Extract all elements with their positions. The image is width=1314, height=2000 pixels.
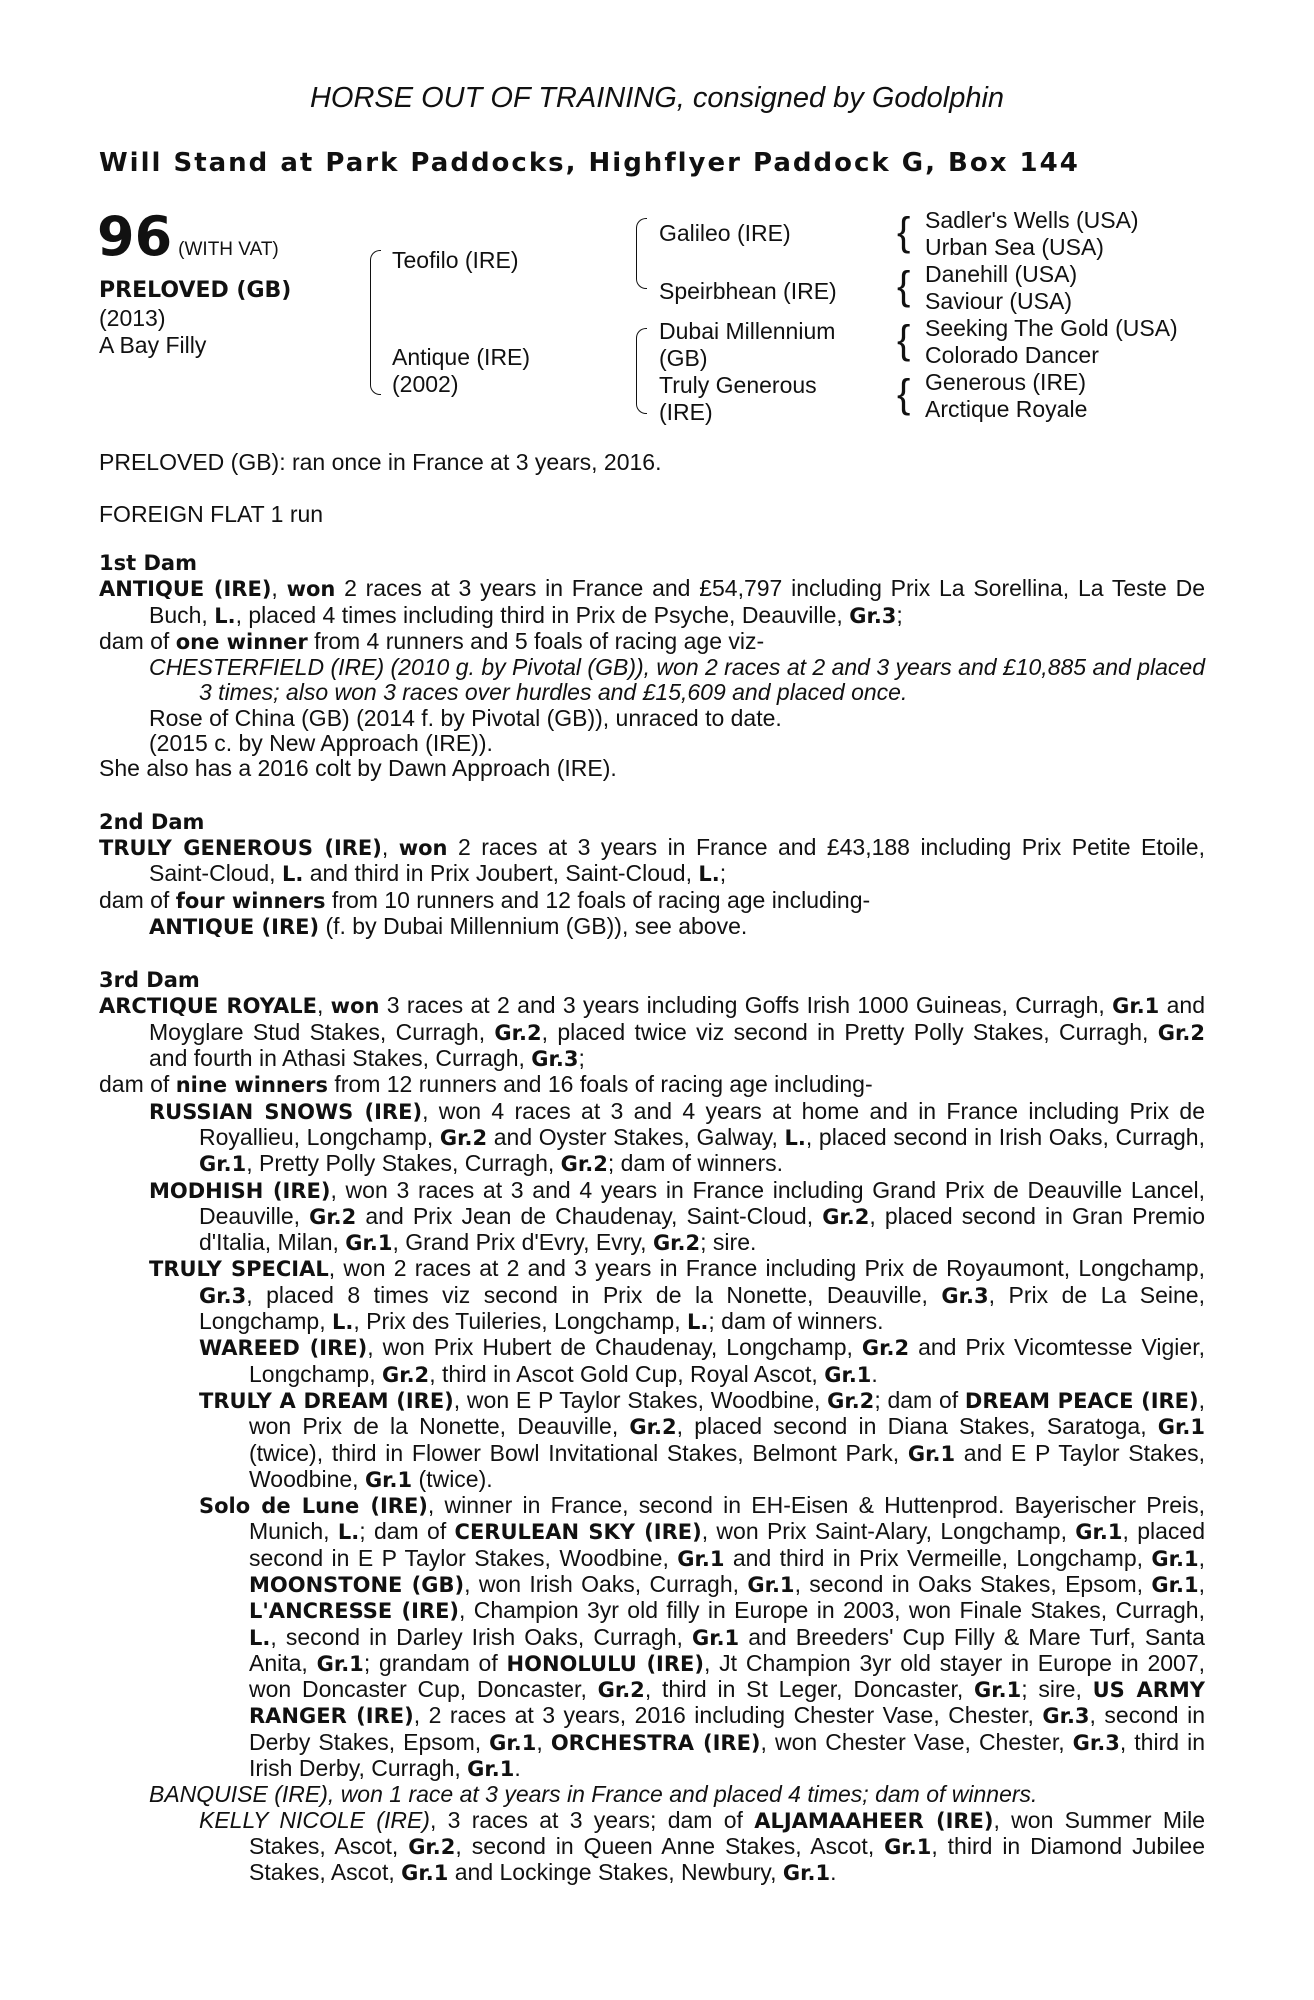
produce-entry: BANQUISE (IRE), won 1 race at 3 years in France and placed 4 times; dam of winners. [149, 1781, 1038, 1808]
produce-entry: ANTIQUE (IRE) (f. by Dubai Millennium (GB)), see above. [149, 912, 748, 939]
first-dam-heading: 1st Dam [99, 551, 197, 575]
pedigree-dam-sire-country: (GB) [659, 345, 708, 371]
produce-entry: MODHISH (IRE), won 3 races at 3 and 4 years in France including Grand Prix de Deauville Lancel, Deauville, Gr.2 and Prix Jean de Chaudenay, Saint-Cloud, Gr.2, placed second in Gran Premio d'Italia, Milan, Gr.1, Grand Prix d'Evry, Evry, Gr.2; sire. [149, 1176, 1206, 1256]
second-dam-record: TRULY GENEROUS (IRE), won 2 races at 3 years in France and £43,188 including Prix Petite Etoile, Saint-Cloud, L. and third in Prix Joubert, Saint-Cloud, L.; [99, 833, 1205, 887]
pedigree-brace: { [897, 372, 911, 416]
race-record: PRELOVED (GB): ran once in France at 3 years, 2016. [99, 449, 662, 475]
produce-entry: Solo de Lune (IRE), winner in France, second in EH-Eisen & Huttenprod. Bayerischer Preis, Munich, L.; dam of CERULEAN SKY (IRE), won Prix Saint-Alary, Longchamp, Gr.1, placed second in E P Taylor Stakes, Woodbine, Gr.1 and third in Prix Vermeille, Longchamp, Gr.1, MOONSTONE (GB), won Irish Oaks, Curragh, Gr.1, second in Oaks Stakes, Epsom, Gr.1, L'ANCRESSE (IRE), Champion 3yr old filly in Europe in 2003, won Finale Stakes, Curragh, L., second in Darley Irish Oaks, Curragh, Gr.1 and Breeders' Cup Filly & Mare Turf, Santa Anita, Gr.1; grandam of HONOLULU (IRE), Jt Champion 3yr old stayer in Europe in 2007, won Doncaster Cup, Doncaster, Gr.2, third in St Leger, Doncaster, Gr.1; sire, US ARMY RANGER (IRE), 2 races at 3 years, 2016 including Chester Vase, Chester, Gr.3, second in Derby Stakes, Epsom, Gr.1, ORCHESTRA (IRE), won Chester Vase, Chester, Gr.3, third in Irish Derby, Curragh, Gr.1. [199, 1492, 1206, 1782]
pedigree-gen3: Sadler's Wells (USA) [925, 207, 1139, 233]
produce-entry: CHESTERFIELD (IRE) (2010 g. by Pivotal (GB)), won 2 races at 2 and 3 years and £10,885 and placed 3 times; also won 3 races over hurdles and £15,609 and placed once. [149, 654, 1205, 706]
pedigree-gen3: Seeking The Gold (USA) [925, 315, 1178, 341]
pedigree-sire: Teofilo (IRE) [392, 247, 519, 273]
produce-entry: (2015 c. by New Approach (IRE)). [149, 730, 493, 757]
foreign-flat-record: FOREIGN FLAT 1 run [99, 501, 324, 527]
lot-number: 96 [97, 205, 173, 268]
pedigree-brace: { [897, 210, 911, 254]
produce-entry: WAREED (IRE), won Prix Hubert de Chaudenay, Longchamp, Gr.2 and Prix Vicomtesse Vigier, Longchamp, Gr.2, third in Ascot Gold Cup, Royal Ascot, Gr.1. [199, 1334, 1205, 1387]
third-dam-record: ARCTIQUE ROYALE, won 3 races at 2 and 3 years including Goffs Irish 1000 Guineas, Curragh, Gr.1 and Moyglare Stud Stakes, Curragh, Gr.2, placed twice viz second in Pretty Polly Stakes, Curragh, Gr.2 and fourth in Athasi Stakes, Curragh, Gr.3; [99, 992, 1206, 1072]
pedigree-brace: { [897, 318, 911, 362]
pedigree-gen3: Generous (IRE) [925, 369, 1087, 395]
pedigree-dam: Antique (IRE) [392, 344, 531, 370]
vat-note: (WITH VAT) [178, 239, 279, 260]
pedigree-sire-sire: Galileo (IRE) [659, 220, 791, 246]
produce-entry: Rose of China (GB) (2014 f. by Pivotal (GB)), unraced to date. [149, 704, 782, 731]
lot-number-block [97, 205, 279, 268]
pedigree-dam-dam: Truly Generous [659, 372, 817, 398]
pedigree-brace [636, 328, 647, 372]
produce-entry: She also has a 2016 colt by Dawn Approach (IRE). [99, 755, 617, 782]
first-dam-produce-summary: dam of one winner from 4 runners and 5 foals of racing age viz- [99, 627, 765, 654]
pedigree-gen3: Danehill (USA) [925, 261, 1078, 287]
pedigree-dam-dam-country: (IRE) [659, 399, 713, 425]
produce-entry: RUSSIAN SNOWS (IRE), won 4 races at 3 and 4 years at home and in France including Prix de Royallieu, Longchamp, Gr.2 and Oyster Stakes, Galway, L., placed second in Irish Oaks, Curragh, Gr.1, Pretty Polly Stakes, Curragh, Gr.2; dam of winners. [149, 1097, 1206, 1177]
first-dam-record: ANTIQUE (IRE), won 2 races at 3 years in France and £54,797 including Prix La Sorellina, La Teste De Buch, L., placed 4 times including third in Prix de Psyche, Deauville, Gr.3; [99, 575, 1205, 628]
page-title: HORSE OUT OF TRAINING, consigned by Godolphin [309, 82, 1005, 114]
third-dam-heading: 3rd Dam [99, 968, 200, 993]
pedigree-gen3: Arctique Royale [925, 396, 1088, 422]
pedigree-brace [636, 218, 647, 257]
pedigree-brace [636, 256, 647, 289]
pedigree-sire-dam: Speirbhean (IRE) [659, 278, 837, 304]
stand-location: Will Stand at Park Paddocks, Highflyer Paddock G, Box 144 [99, 148, 1080, 178]
pedigree-brace [370, 332, 381, 395]
second-dam-heading: 2nd Dam [99, 809, 205, 834]
pedigree-dam-sire: Dubai Millennium [659, 318, 836, 344]
pedigree-brace: { [897, 264, 911, 308]
pedigree-dam-year: (2002) [392, 371, 459, 397]
produce-entry: TRULY SPECIAL, won 2 races at 2 and 3 years in France including Prix de Royaumont, Longchamp, Gr.3, placed 8 times viz second in Prix de la Nonette, Deauville, Gr.3, Prix de La Seine, Longchamp, L., Prix des Tuileries, Longchamp, L.; dam of winners. [149, 1255, 1205, 1335]
horse-year: (2013) [99, 305, 166, 331]
pedigree-brace [636, 371, 647, 414]
produce-entry: KELLY NICOLE (IRE), 3 races at 3 years; dam of ALJAMAAHEER (IRE), won Summer Mile Stakes, Ascot, Gr.2, second in Queen Anne Stakes, Ascot, Gr.1, third in Diamond Jubilee Stakes, Ascot, Gr.1 and Lockinge Stakes, Newbury, Gr.1. [199, 1806, 1206, 1886]
horse-sex: A Bay Filly [99, 332, 207, 358]
third-dam-produce-summary: dam of nine winners from 12 runners and 16 foals of racing age including- [99, 1071, 873, 1098]
pedigree-gen3: Urban Sea (USA) [925, 234, 1104, 260]
pedigree-gen3: Colorado Dancer [925, 342, 1099, 368]
second-dam-produce-summary: dam of four winners from 10 runners and 12 foals of racing age including- [99, 886, 871, 913]
horse-name: PRELOVED (GB) [99, 278, 292, 303]
pedigree-brace [370, 250, 381, 333]
pedigree-gen3: Saviour (USA) [925, 288, 1072, 314]
produce-entry: TRULY A DREAM (IRE), won E P Taylor Stakes, Woodbine, Gr.2; dam of DREAM PEACE (IRE), won Prix de la Nonette, Deauville, Gr.2, placed second in Diana Stakes, Saratoga, Gr.1 (twice), third in Flower Bowl Invitational Stakes, Belmont Park, Gr.1 and E P Taylor Stakes, Woodbine, Gr.1 (twice). [199, 1386, 1206, 1492]
dam-details [99, 550, 1205, 1887]
